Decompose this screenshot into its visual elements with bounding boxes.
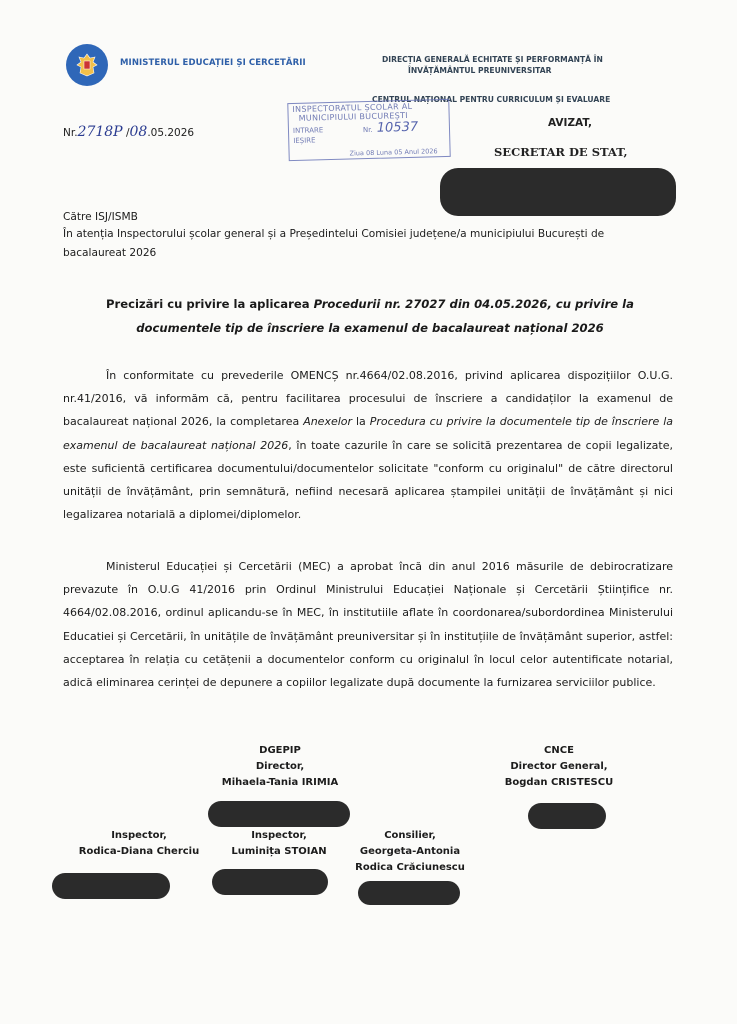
attention-line-end: bacalaureat 2026	[63, 247, 157, 259]
signature-dgepip	[200, 743, 360, 791]
stamp-intrare: INTRARE	[292, 126, 324, 135]
redaction-bar	[358, 881, 460, 905]
nr-day: 08	[129, 124, 148, 140]
title-part-1: Precizări cu privire la aplicarea	[106, 297, 314, 311]
sig-cons-role: Consilier,	[384, 830, 436, 841]
recipient: Către ISJ/ISMB	[63, 211, 138, 223]
stamp-line-2: MUNICIPIULUI BUCUREȘTI	[298, 110, 408, 123]
redaction-bar	[212, 869, 328, 895]
ministry-logo	[66, 44, 108, 86]
signature-cnce	[484, 743, 634, 791]
document-title	[60, 292, 680, 340]
redaction-bar	[208, 801, 350, 827]
p1-procedura: Procedura cu privire la documentele tip de înscriere la examenul de bacalaureat național 2026	[63, 415, 674, 452]
nr-prefix: Nr.	[63, 127, 78, 139]
nr-separator: /	[125, 127, 130, 139]
stamp-line-1: INSPECTORATUL ȘCOLAR AL	[292, 101, 413, 114]
title-procedure: Procedurii nr. 27027 din 04.05.2026	[313, 297, 548, 311]
stamp-iesire: IEȘIRE	[293, 136, 316, 145]
title-part-2: , cu privire la	[547, 297, 634, 311]
department-line-1: DIRECȚIA GENERALĂ ECHITATE ȘI PERFORMANȚĂ ÎN	[382, 55, 603, 64]
stamp-date: Ziua 08 Luna 05 Anul 2026	[349, 147, 438, 158]
sig-insp2-name: Luminița STOIAN	[231, 846, 327, 857]
sig-dgepip-name: Mihaela-Tania IRIMIA	[221, 777, 339, 788]
approval-role: SECRETAR DE STAT,	[494, 145, 628, 159]
title-line-2-text: documentele tip de înscriere la examenul de bacalaureat național 2026	[136, 321, 604, 335]
ministry-name: MINISTERUL EDUCAȚIEI ȘI CERCETĂRII	[120, 58, 306, 68]
signature-inspector-1	[64, 828, 214, 860]
title-line-2	[60, 316, 680, 340]
signature-inspector-2	[204, 828, 354, 860]
stamp-nr-label: Nr.	[362, 125, 373, 135]
coat-of-arms-icon	[74, 52, 100, 78]
sig-dgepip-unit: DGEPIP	[259, 745, 301, 756]
sig-cons-name-1: Georgeta-Antonia	[359, 846, 461, 857]
sig-insp2-role: Inspector,	[251, 830, 307, 841]
redaction-bar	[528, 803, 606, 829]
stamp-nr-value: 10537	[376, 119, 419, 136]
centre-name: CENTRUL NAȚIONAL PENTRU CURRICULUM ȘI EVALUARE	[372, 95, 611, 104]
p1-part-a: În conformitate cu prevederile OMENCȘ nr.4664/02.08.2016, privind aplicarea dispozițiilor O.U.G. nr.41/2016, vă informăm că, pentru facilitarea procesului de înscriere a candidaților la examenul de bacalaureat național 2026, la completarea	[63, 369, 673, 429]
p1-part-b: la	[352, 415, 370, 429]
approval-label: AVIZAT,	[548, 117, 593, 129]
redaction-bar	[440, 168, 676, 216]
sig-cnce-name: Bogdan CRISTESCU	[504, 777, 614, 788]
nr-handwritten: 2718P	[77, 124, 123, 140]
sig-dgepip-role: Director,	[255, 761, 305, 772]
sig-cnce-unit: CNCE	[544, 745, 574, 756]
sig-cnce-role: Director General,	[510, 761, 608, 772]
registration-number	[63, 124, 194, 140]
title-line-1	[60, 292, 680, 316]
registration-stamp	[287, 99, 450, 161]
paragraph-1	[63, 364, 673, 526]
attention-line: În atenția Inspectorului școlar general și a Președintelui Comisiei județene/a municipiului București de	[63, 228, 605, 240]
nr-date-rest: .05.2026	[147, 127, 195, 139]
sig-cons-name-2: Rodica Crăciunescu	[355, 862, 465, 873]
signature-consilier	[340, 828, 480, 876]
p1-part-c: , în toate cazurile în care se solicită prezentarea de copii legalizate, este suficientă certificarea documentului/documentelor solicitate "conform cu originalul" de către directorul unității de învățământ, prin semnătură, nefiind necesară aplicarea ștampilei unității de învățământ și nici legalizarea notarială a diplomei/diplomelor.	[63, 438, 673, 522]
department-line-2: ÎNVĂȚĂMÂNTUL PREUNIVERSITAR	[408, 66, 552, 75]
sig-insp1-name: Rodica-Diana Cherciu	[78, 846, 200, 857]
sig-insp1-role: Inspector,	[111, 830, 167, 841]
p1-anexe: Anexelor	[303, 415, 353, 429]
department-name	[382, 54, 603, 76]
paragraph-2: Ministerul Educației și Cercetării (MEC) a aprobat încă din anul 2016 măsurile de debirocratizare prevazute în O.U.G 41/2016 prin Ordinul Ministrului Educației Naționale și Cercetării Științifice nr. 4664/02.08.2016, ordinul aplicandu-se în MEC, în institutiile aflate în coordonarea/subordordinea Ministerului Educatiei și Cercetării, în unitățile de învățământ preuniversitar și în instituțiile de învățământ superior, astfel: acceptarea în relația cu cetățenii a documentelor conform cu originalul în locul celor autentificate notarial, adică eliminarea cerinței de depunere a copiilor legalizate după documente la furnizarea serviciilor publice.	[63, 560, 673, 690]
stamp-number	[362, 119, 419, 136]
redaction-bar	[52, 873, 170, 899]
